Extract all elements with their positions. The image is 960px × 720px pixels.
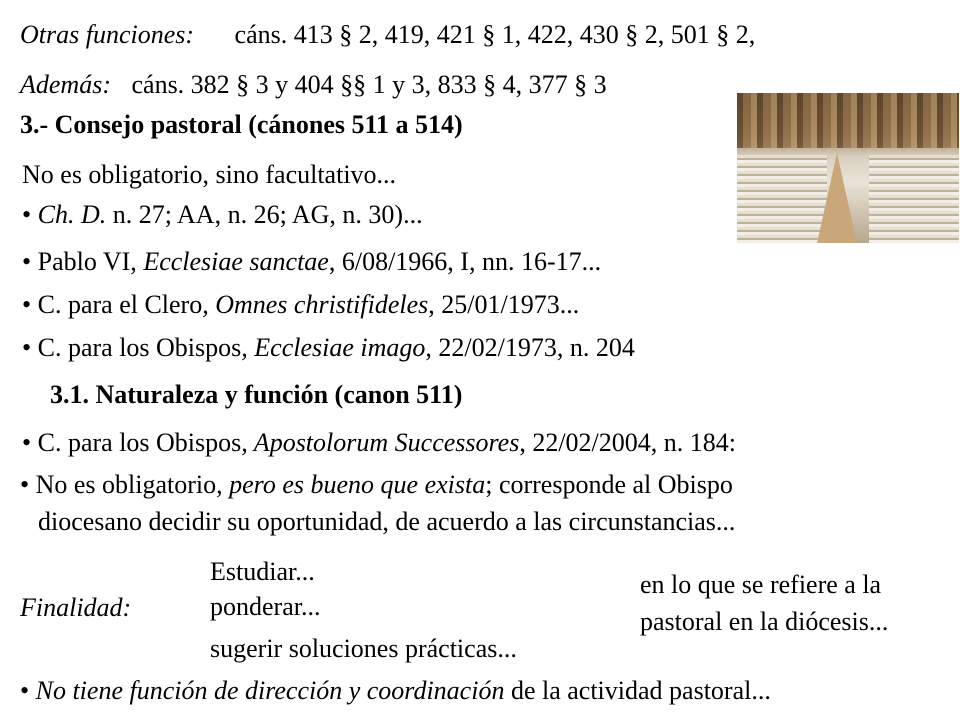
list-item: • No tiene función de dirección y coordinación de la actividad pastoral... [20,676,771,705]
finalidad-item: ponderar... [210,592,321,621]
list-item: • Pablo VI, Ecclesiae sanctae, 6/08/1966, I, nn. 16-17... [22,247,602,276]
finalidad-label: Finalidad: [20,593,132,622]
list-item: • C. para los Obispos, Ecclesiae imago, 22/02/1973, n. 204 [22,333,635,362]
bullet: • [22,200,32,229]
list-item-continuation: diocesano decidir su oportunidad, de acuerdo a las circunstancias... [38,507,736,536]
bullet: • [22,247,32,276]
otras-funciones-canons: cáns. 413 § 2, 419, 421 § 1, 422, 430 § 2, 501 § 2, [234,20,756,49]
council-photo [737,93,959,243]
finalidad-scope-line2: pastoral en la diócesis... [640,607,889,636]
intro-text: No es obligatorio, sino facultativo... [22,160,397,189]
bullet: • [20,470,30,499]
list-item: • Ch. D. n. 27; AA, n. 26; AG, n. 30)... [22,200,423,229]
otras-funciones-line [20,20,755,50]
list-item: • C. para el Clero, Omnes christifideles, 25/01/1973... [22,290,580,319]
list-item: • No es obligatorio, pero es bueno que exista; corresponde al Obispo [20,470,733,499]
section-3-title: 3.- Consejo pastoral (cánones 511 a 514) [20,110,463,139]
finalidad-scope-line1: en lo que se refiere a la [640,570,882,599]
bullet: • [20,676,30,705]
bullet: • [22,333,32,362]
bullet: • [22,428,32,457]
finalidad-item: Estudiar... [210,557,315,586]
list-item: • C. para los Obispos, Apostolorum Successores, 22/02/2004, n. 184: [22,428,736,457]
bullet: • [22,290,32,319]
finalidad-item: sugerir soluciones prácticas... [210,634,517,663]
section-3-1-title: 3.1. Naturaleza y función (canon 511) [50,380,463,409]
ademas-canons: cáns. 382 § 3 y 404 §§ 1 y 3, 833 § 4, 377 § 3 [131,70,607,99]
ademas-line [20,70,607,100]
ademas-label: Además: [20,70,111,99]
otras-funciones-label: Otras funciones: [20,20,195,49]
